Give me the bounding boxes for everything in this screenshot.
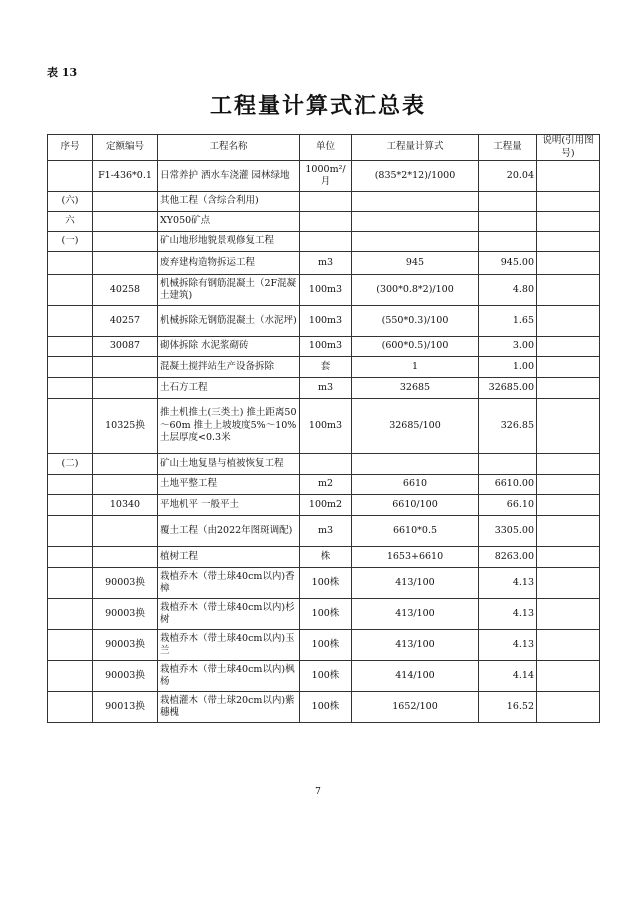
formula-cell: 945 xyxy=(352,252,479,275)
formula-cell: 1653+6610 xyxy=(352,547,479,568)
row-number-cell xyxy=(48,306,93,337)
quantity-cell: 8263.00 xyxy=(479,547,537,568)
remark-cell xyxy=(537,357,600,378)
row-number-cell xyxy=(48,692,93,723)
formula-cell: 6610/100 xyxy=(352,495,479,516)
table-row xyxy=(48,232,600,252)
item-name-cell: 废弃建构造物拆运工程 xyxy=(158,252,300,275)
item-name-cell: 植树工程 xyxy=(158,547,300,568)
header-cell: 序号 xyxy=(48,135,93,161)
header-cell: 工程量计算式 xyxy=(352,135,479,161)
quantity-cell: 32685.00 xyxy=(479,378,537,399)
quota-code-cell xyxy=(93,378,158,399)
formula-cell: 414/100 xyxy=(352,661,479,692)
remark-cell xyxy=(537,306,600,337)
quantity-cell xyxy=(479,232,537,252)
remark-cell xyxy=(537,547,600,568)
table-row xyxy=(48,516,600,547)
formula-cell: (300*0.8*2)/100 xyxy=(352,275,479,306)
formula-cell: 32685/100 xyxy=(352,399,479,454)
remark-cell xyxy=(537,454,600,475)
remark-cell xyxy=(537,378,600,399)
table-row xyxy=(48,378,600,399)
quantity-cell xyxy=(479,212,537,232)
unit-cell: 1000m²/月 xyxy=(300,161,352,192)
item-name-cell: XY050矿点 xyxy=(158,212,300,232)
header-cell: 说明(引用图号) xyxy=(537,135,600,161)
formula-cell: 413/100 xyxy=(352,630,479,661)
formula-cell xyxy=(352,454,479,475)
item-name-cell: 土石方工程 xyxy=(158,378,300,399)
quota-code-cell: 90003换 xyxy=(93,630,158,661)
table-row xyxy=(48,475,600,495)
item-name-cell: 覆土工程（由2022年图斑调配) xyxy=(158,516,300,547)
table-row xyxy=(48,568,600,599)
quantity-cell: 3.00 xyxy=(479,337,537,357)
formula-cell xyxy=(352,192,479,212)
item-name-cell: 砌体拆除 水泥浆砌砖 xyxy=(158,337,300,357)
remark-cell xyxy=(537,192,600,212)
quota-code-cell: 90003换 xyxy=(93,661,158,692)
remark-cell xyxy=(537,630,600,661)
unit-cell: 100株 xyxy=(300,692,352,723)
quantity-cell xyxy=(479,454,537,475)
formula-cell: 6610*0.5 xyxy=(352,516,479,547)
row-number-cell: (一) xyxy=(48,232,93,252)
remark-cell xyxy=(537,475,600,495)
table-row xyxy=(48,252,600,275)
unit-cell xyxy=(300,454,352,475)
quantity-cell: 66.10 xyxy=(479,495,537,516)
quantity-cell: 4.13 xyxy=(479,599,537,630)
formula-cell: 413/100 xyxy=(352,568,479,599)
table-row xyxy=(48,306,600,337)
item-name-cell: 机械拆除无钢筋混凝土（水泥坪) xyxy=(158,306,300,337)
item-name-cell: 其他工程（含综合利用) xyxy=(158,192,300,212)
quantity-summary-table xyxy=(47,134,600,723)
item-name-cell: 土地平整工程 xyxy=(158,475,300,495)
row-number-cell xyxy=(48,568,93,599)
quantity-cell: 1.00 xyxy=(479,357,537,378)
quantity-cell: 326.85 xyxy=(479,399,537,454)
table-row xyxy=(48,454,600,475)
table-row xyxy=(48,337,600,357)
formula-cell xyxy=(352,212,479,232)
unit-cell: 100株 xyxy=(300,599,352,630)
unit-cell: 100m2 xyxy=(300,495,352,516)
row-number-cell xyxy=(48,599,93,630)
page-number: 7 xyxy=(315,787,321,797)
quota-code-cell: 90013换 xyxy=(93,692,158,723)
remark-cell xyxy=(537,599,600,630)
row-number-cell xyxy=(48,275,93,306)
unit-cell: 株 xyxy=(300,547,352,568)
unit-cell: 100株 xyxy=(300,630,352,661)
remark-cell xyxy=(537,516,600,547)
unit-cell xyxy=(300,232,352,252)
unit-cell xyxy=(300,212,352,232)
header-cell: 单位 xyxy=(300,135,352,161)
formula-cell: 1 xyxy=(352,357,479,378)
quota-code-cell xyxy=(93,547,158,568)
table-row xyxy=(48,275,600,306)
quantity-cell: 6610.00 xyxy=(479,475,537,495)
table-row xyxy=(48,630,600,661)
unit-cell: m3 xyxy=(300,516,352,547)
table-header-row xyxy=(48,135,600,161)
unit-cell: m3 xyxy=(300,252,352,275)
quota-code-cell xyxy=(93,212,158,232)
remark-cell xyxy=(537,252,600,275)
item-name-cell: 混凝土搅拌站生产设备拆除 xyxy=(158,357,300,378)
quantity-cell xyxy=(479,192,537,212)
quota-code-cell xyxy=(93,252,158,275)
unit-cell: 套 xyxy=(300,357,352,378)
unit-cell: 100m3 xyxy=(300,275,352,306)
table-row xyxy=(48,161,600,192)
quantity-cell: 1.65 xyxy=(479,306,537,337)
remark-cell xyxy=(537,337,600,357)
table-row xyxy=(48,399,600,454)
row-number-cell xyxy=(48,495,93,516)
quantity-cell: 3305.00 xyxy=(479,516,537,547)
unit-cell: 100株 xyxy=(300,661,352,692)
unit-cell: 100m3 xyxy=(300,399,352,454)
quota-code-cell xyxy=(93,192,158,212)
quota-code-cell: 90003换 xyxy=(93,599,158,630)
quota-code-cell: 10325换 xyxy=(93,399,158,454)
row-number-cell: (六) xyxy=(48,192,93,212)
formula-cell: (550*0.3)/100 xyxy=(352,306,479,337)
unit-cell: 100株 xyxy=(300,568,352,599)
row-number-cell xyxy=(48,337,93,357)
formula-cell: (600*0.5)/100 xyxy=(352,337,479,357)
item-name-cell: 推土机推土(三类土) 推土距离50～60m 推土上坡坡度5%～10% 土层厚度<0.3米 xyxy=(158,399,300,454)
quota-code-cell xyxy=(93,475,158,495)
row-number-cell xyxy=(48,357,93,378)
table-number: 表 13 xyxy=(47,66,78,79)
quota-code-cell: 30087 xyxy=(93,337,158,357)
remark-cell xyxy=(537,568,600,599)
table-row xyxy=(48,357,600,378)
table-row xyxy=(48,661,600,692)
unit-cell: 100m3 xyxy=(300,337,352,357)
formula-cell: (835*2*12)/1000 xyxy=(352,161,479,192)
quota-code-cell xyxy=(93,357,158,378)
table-row xyxy=(48,692,600,723)
remark-cell xyxy=(537,495,600,516)
table-row xyxy=(48,495,600,516)
header-cell: 工程量 xyxy=(479,135,537,161)
quota-code-cell: 10340 xyxy=(93,495,158,516)
header-cell: 定额编号 xyxy=(93,135,158,161)
unit-cell xyxy=(300,192,352,212)
formula-cell: 32685 xyxy=(352,378,479,399)
row-number-cell xyxy=(48,378,93,399)
row-number-cell xyxy=(48,547,93,568)
item-name-cell: 栽植乔木（带土球40cm以内)玉兰 xyxy=(158,630,300,661)
row-number-cell xyxy=(48,399,93,454)
table-row xyxy=(48,212,600,232)
quota-code-cell: 40258 xyxy=(93,275,158,306)
quota-code-cell xyxy=(93,232,158,252)
formula-cell: 1652/100 xyxy=(352,692,479,723)
formula-cell xyxy=(352,232,479,252)
table-row xyxy=(48,599,600,630)
remark-cell xyxy=(537,232,600,252)
quota-code-cell xyxy=(93,454,158,475)
quota-code-cell: 90003换 xyxy=(93,568,158,599)
row-number-cell: (二) xyxy=(48,454,93,475)
item-name-cell: 矿山土地复垦与植被恢复工程 xyxy=(158,454,300,475)
row-number-cell xyxy=(48,516,93,547)
item-name-cell: 栽植灌木（带土球20cm以内)紫穗槐 xyxy=(158,692,300,723)
item-name-cell: 栽植乔木（带土球40cm以内)枫杨 xyxy=(158,661,300,692)
row-number-cell xyxy=(48,161,93,192)
row-number-cell xyxy=(48,661,93,692)
remark-cell xyxy=(537,212,600,232)
unit-cell: m2 xyxy=(300,475,352,495)
row-number-cell xyxy=(48,252,93,275)
quota-code-cell: F1-436*0.1 xyxy=(93,161,158,192)
quota-code-cell: 40257 xyxy=(93,306,158,337)
header-cell: 工程名称 xyxy=(158,135,300,161)
quantity-cell: 945.00 xyxy=(479,252,537,275)
item-name-cell: 平地机平 一般平土 xyxy=(158,495,300,516)
unit-cell: m3 xyxy=(300,378,352,399)
page-title: 工程量计算式汇总表 xyxy=(209,93,426,119)
quantity-cell: 4.14 xyxy=(479,661,537,692)
row-number-cell xyxy=(48,475,93,495)
quantity-cell: 16.52 xyxy=(479,692,537,723)
remark-cell xyxy=(537,399,600,454)
remark-cell xyxy=(537,692,600,723)
row-number-cell xyxy=(48,630,93,661)
formula-cell: 6610 xyxy=(352,475,479,495)
remark-cell xyxy=(537,275,600,306)
remark-cell xyxy=(537,661,600,692)
quantity-cell: 20.04 xyxy=(479,161,537,192)
formula-cell: 413/100 xyxy=(352,599,479,630)
unit-cell: 100m3 xyxy=(300,306,352,337)
table-row xyxy=(48,192,600,212)
quota-code-cell xyxy=(93,516,158,547)
row-number-cell: 六 xyxy=(48,212,93,232)
table-row xyxy=(48,547,600,568)
item-name-cell: 栽植乔木（带土球40cm以内)杉树 xyxy=(158,599,300,630)
quantity-cell: 4.13 xyxy=(479,568,537,599)
item-name-cell: 栽植乔木（带土球40cm以内)香樟 xyxy=(158,568,300,599)
remark-cell xyxy=(537,161,600,192)
quantity-cell: 4.80 xyxy=(479,275,537,306)
item-name-cell: 矿山地形地貌景观修复工程 xyxy=(158,232,300,252)
item-name-cell: 机械拆除有钢筋混凝土（2F混凝土建筑) xyxy=(158,275,300,306)
quantity-cell: 4.13 xyxy=(479,630,537,661)
item-name-cell: 日常养护 洒水车浇灌 园林绿地 xyxy=(158,161,300,192)
